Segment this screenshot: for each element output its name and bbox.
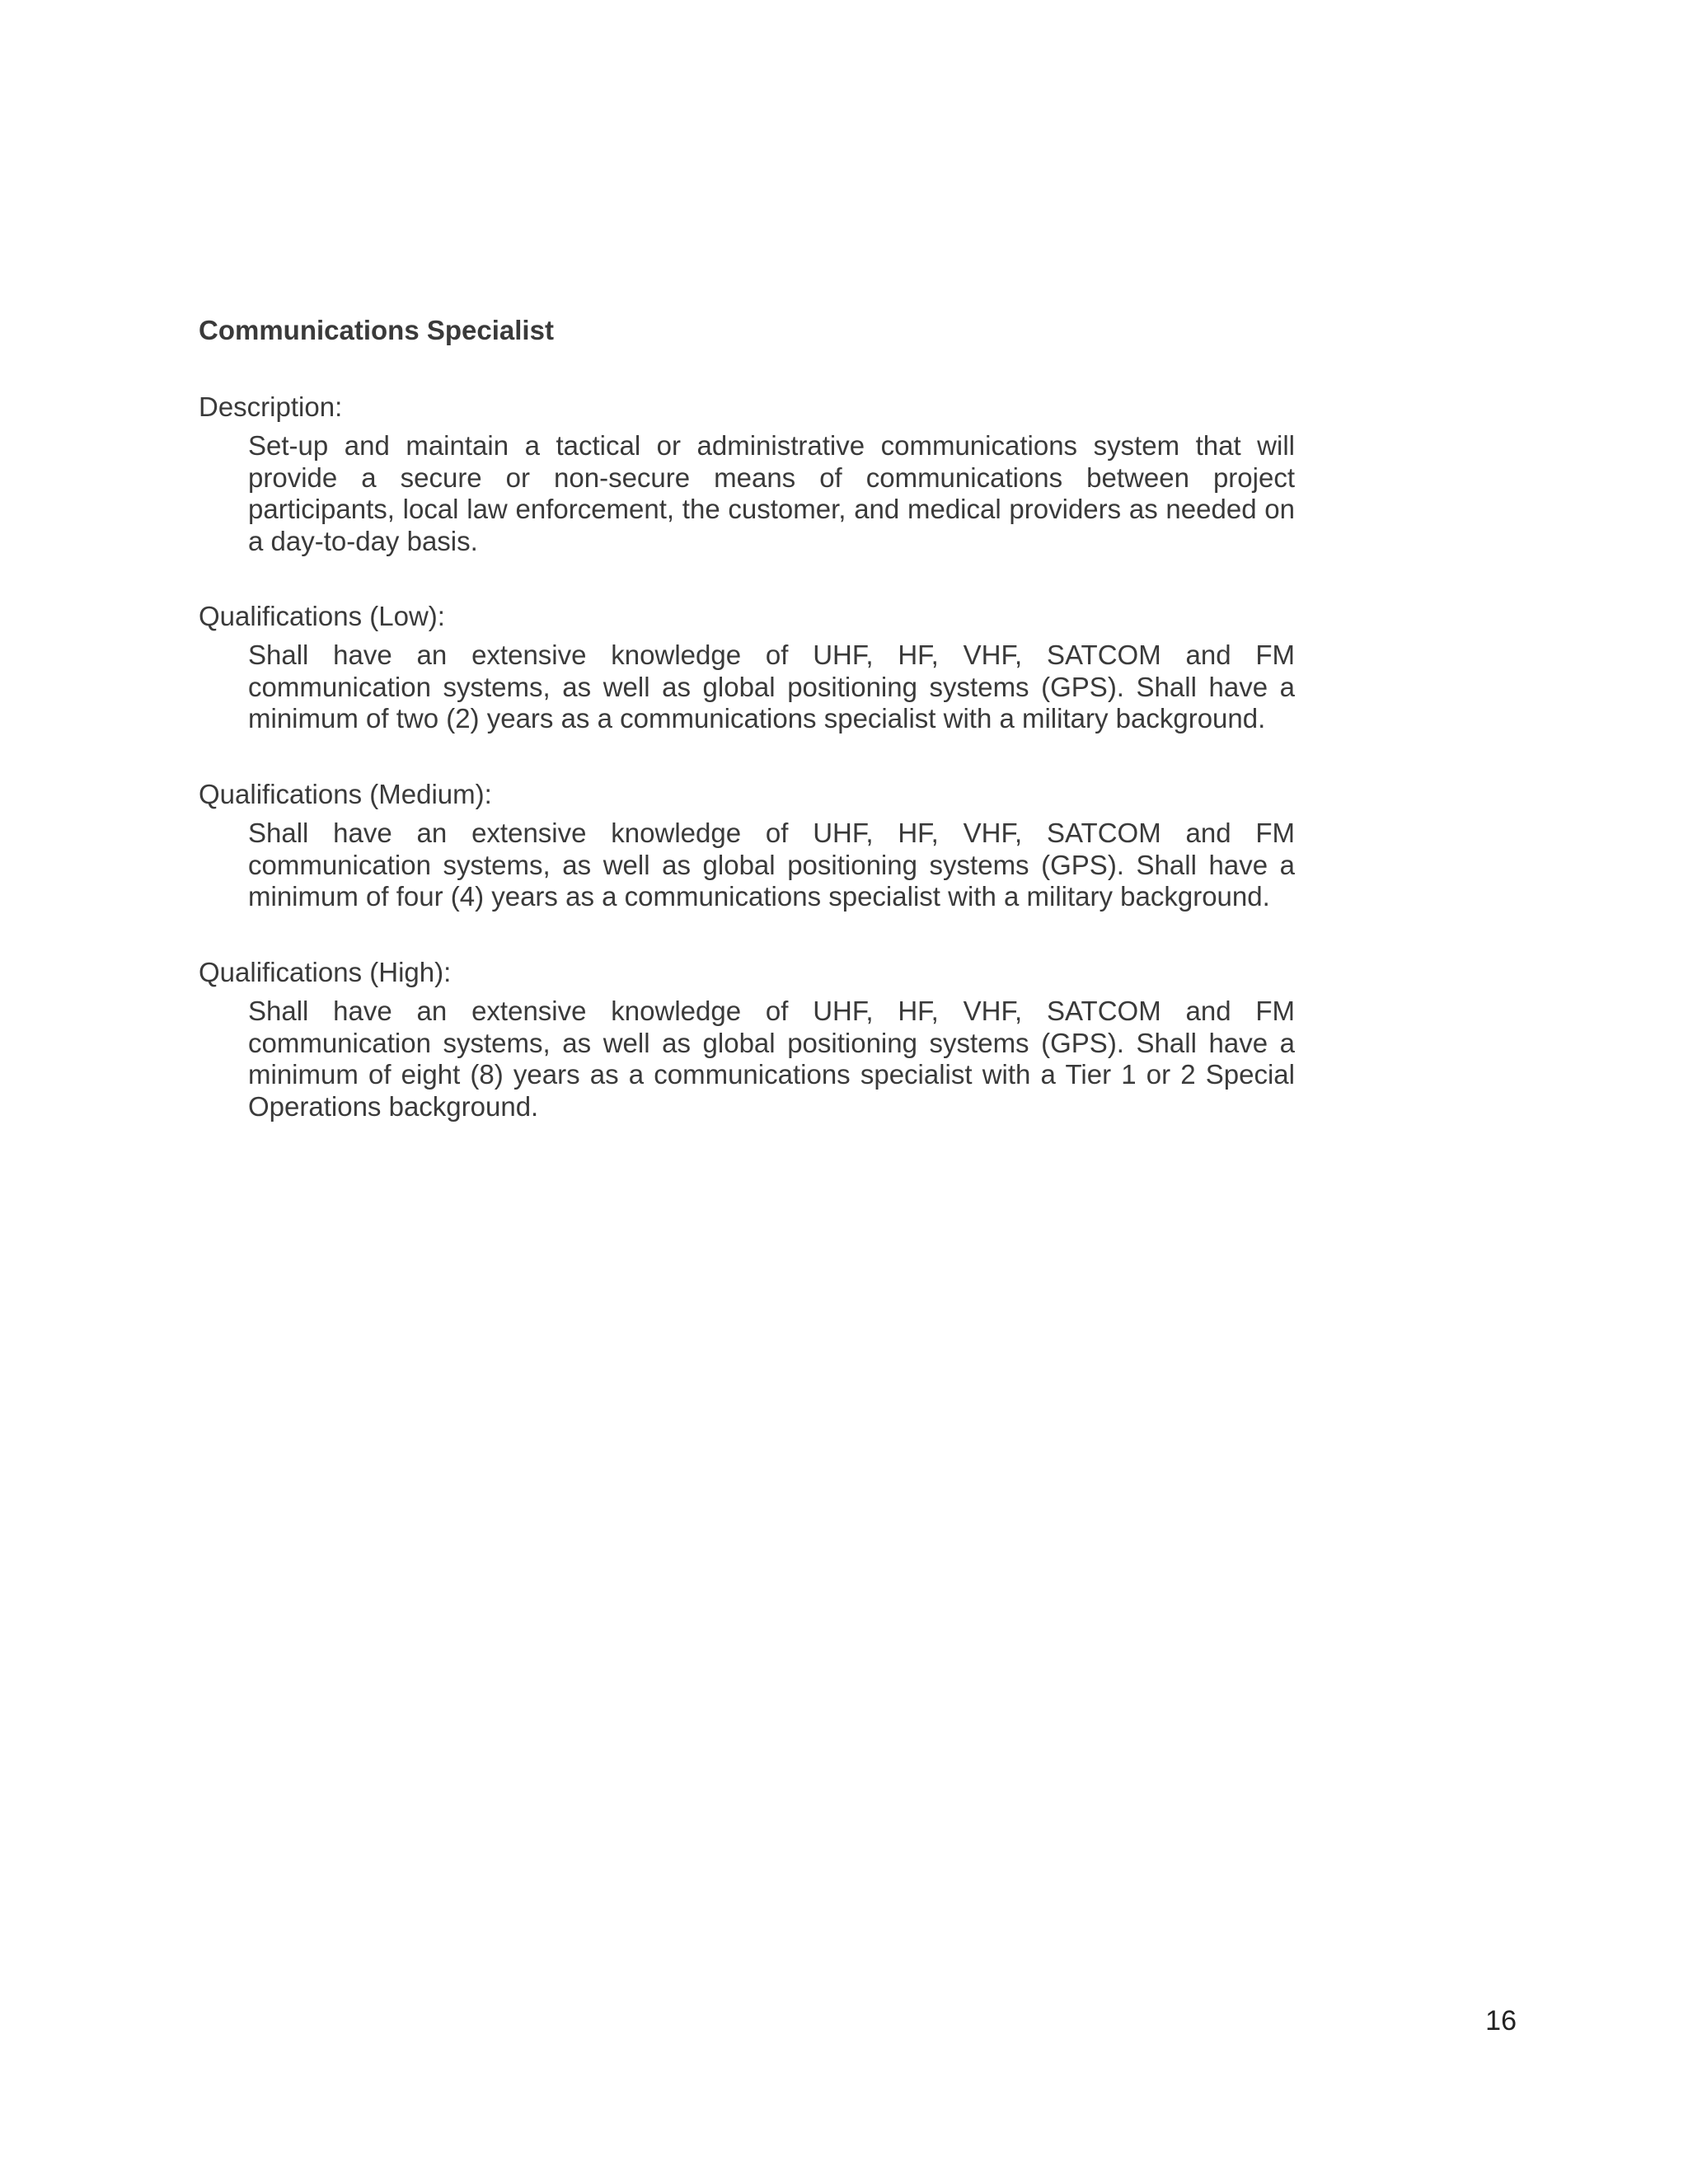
section-qualifications-low (199, 600, 1295, 735)
section-label: Description: (199, 391, 343, 422)
page-title: Communications Specialist (199, 315, 554, 345)
section-label: Qualifications (Low): (199, 601, 445, 631)
section-qualifications-high (199, 956, 1295, 1122)
section-qualifications-medium (199, 778, 1295, 913)
section-body: Shall have an extensive knowledge of UHF, HF, VHF, SATCOM and FM communication systems, as well as global positioning systems (GPS). Shall have a minimum of four (4) years as a communications specialist with a military background. (248, 818, 1295, 912)
page-number: 16 (1485, 2005, 1517, 2036)
section-label: Qualifications (Medium): (199, 779, 492, 809)
section-description (199, 391, 1295, 557)
section-label: Qualifications (High): (199, 957, 452, 987)
section-body: Set-up and maintain a tactical or administrative communications system that will provide a secure or non-secure means of communications between project participants, local law enforcement, the customer, and medical providers as needed on a day-to-day basis. (248, 430, 1295, 556)
section-body: Shall have an extensive knowledge of UHF, HF, VHF, SATCOM and FM communication systems, as well as global positioning systems (GPS). Shall have a minimum of eight (8) years as a communications specialist with a Tier 1 or 2 Special Operations background. (248, 996, 1295, 1122)
section-body: Shall have an extensive knowledge of UHF, HF, VHF, SATCOM and FM communication systems, as well as global positioning systems (GPS). Shall have a minimum of two (2) years as a communications specialist with a military background. (248, 640, 1295, 733)
